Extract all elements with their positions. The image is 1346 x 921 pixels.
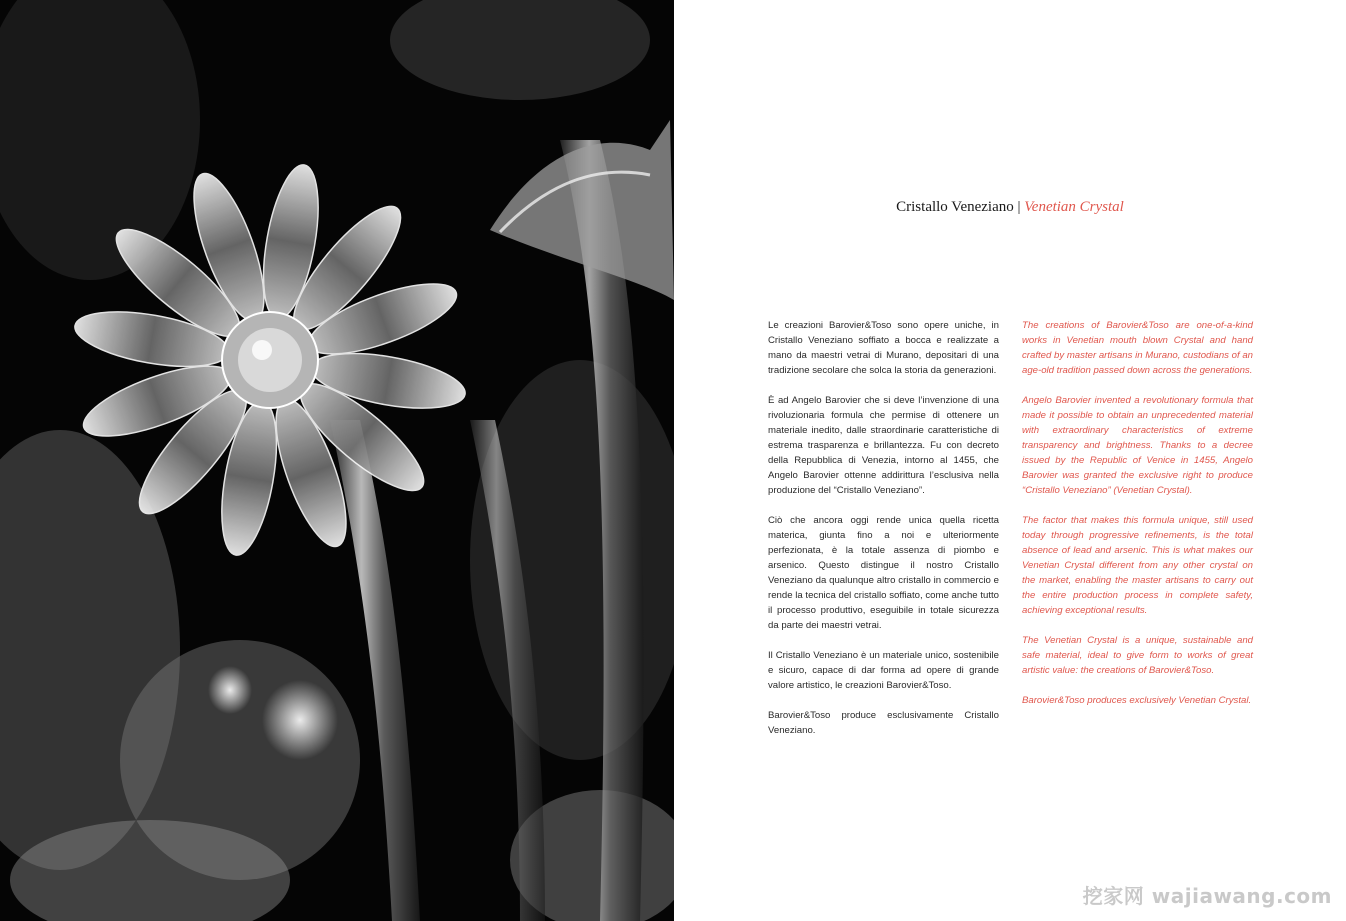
italian-paragraph: È ad Angelo Barovier che si deve l’invenzione di una rivoluzionaria formula che permise di ottenere un materiale inedito, dalle straordinarie caratteristiche di estrema trasparenza e brillantezza. Fu con decreto della Repubblica di Venezia, intorno al 1455, che Angelo Barovier ottenne addirittura l’esclusiva nella produzione del “Cristallo Veneziano”. [768, 395, 999, 496]
italian-text-column [768, 318, 999, 753]
title-english: Venetian Crystal [1024, 199, 1124, 215]
italian-paragraph: Le creazioni Barovier&Toso sono opere uniche, in Cristallo Veneziano soffiato a bocca e realizzate a mano da maestri vetrai di Murano, depositari di una tradizione secolare che solca la storia da generazioni. [768, 320, 999, 376]
english-paragraph: The Venetian Crystal is a unique, sustainable and safe material, ideal to give form to works of great artistic value: the creations of Barovier&Toso. [1022, 635, 1253, 676]
english-paragraph: Barovier&Toso produces exclusively Venetian Crystal. [1022, 695, 1252, 706]
italian-paragraph: Ciò che ancora oggi rende unica quella ricetta materica, giunta fino a noi e ulteriormente perfezionata, è la totale assenza di piombo e arsenico. Questo distingue il nostro Cristallo Veneziano da qualunque altro cristallo in commercio e rende la tecnica del cristallo soffiato, come anche tutto il processo produttivo, eseguibile in totale sicurezza da parte dei maestri vetrai. [768, 515, 999, 631]
english-paragraph: The factor that makes this formula unique, still used today through progressive refinements, is the total absence of lead and arsenic. This is what makes our Venetian Crystal different from any other crystal on the market, enabling the master artisans to carry out the entire production process in complete safety, achieving exceptional results. [1022, 515, 1253, 616]
english-paragraph: Angelo Barovier invented a revolutionary formula that made it possible to obtain an unprecedented material with extraordinary characteristics of extreme transparency and brightness. Thanks to a decree issued by the Republic of Venice in 1455, Angelo Barovier was granted the exclusive right to produce “Cristallo Veneziano” (Venetian Crystal). [1022, 395, 1253, 496]
english-text-column [1022, 318, 1253, 723]
italian-paragraph: Il Cristallo Veneziano è un materiale unico, sostenibile e sicuro, capace di dar forma ad opere di grande valore artistico, le creazioni Barovier&Toso. [768, 650, 999, 691]
page-title [674, 199, 1346, 216]
title-italian: Cristallo Veneziano [896, 199, 1014, 215]
english-paragraph: The creations of Barovier&Toso are one-of-a-kind works in Venetian mouth blown Crystal and hand crafted by master artisans in Murano, custodians of an age-old tradition passed down across the generations. [1022, 320, 1253, 376]
title-separator: | [1017, 199, 1021, 215]
site-watermark: 挖家网 wajiawang.com [1082, 884, 1332, 908]
text-page [674, 0, 1346, 921]
italian-paragraph: Barovier&Toso produce esclusivamente Cristallo Veneziano. [768, 710, 999, 736]
